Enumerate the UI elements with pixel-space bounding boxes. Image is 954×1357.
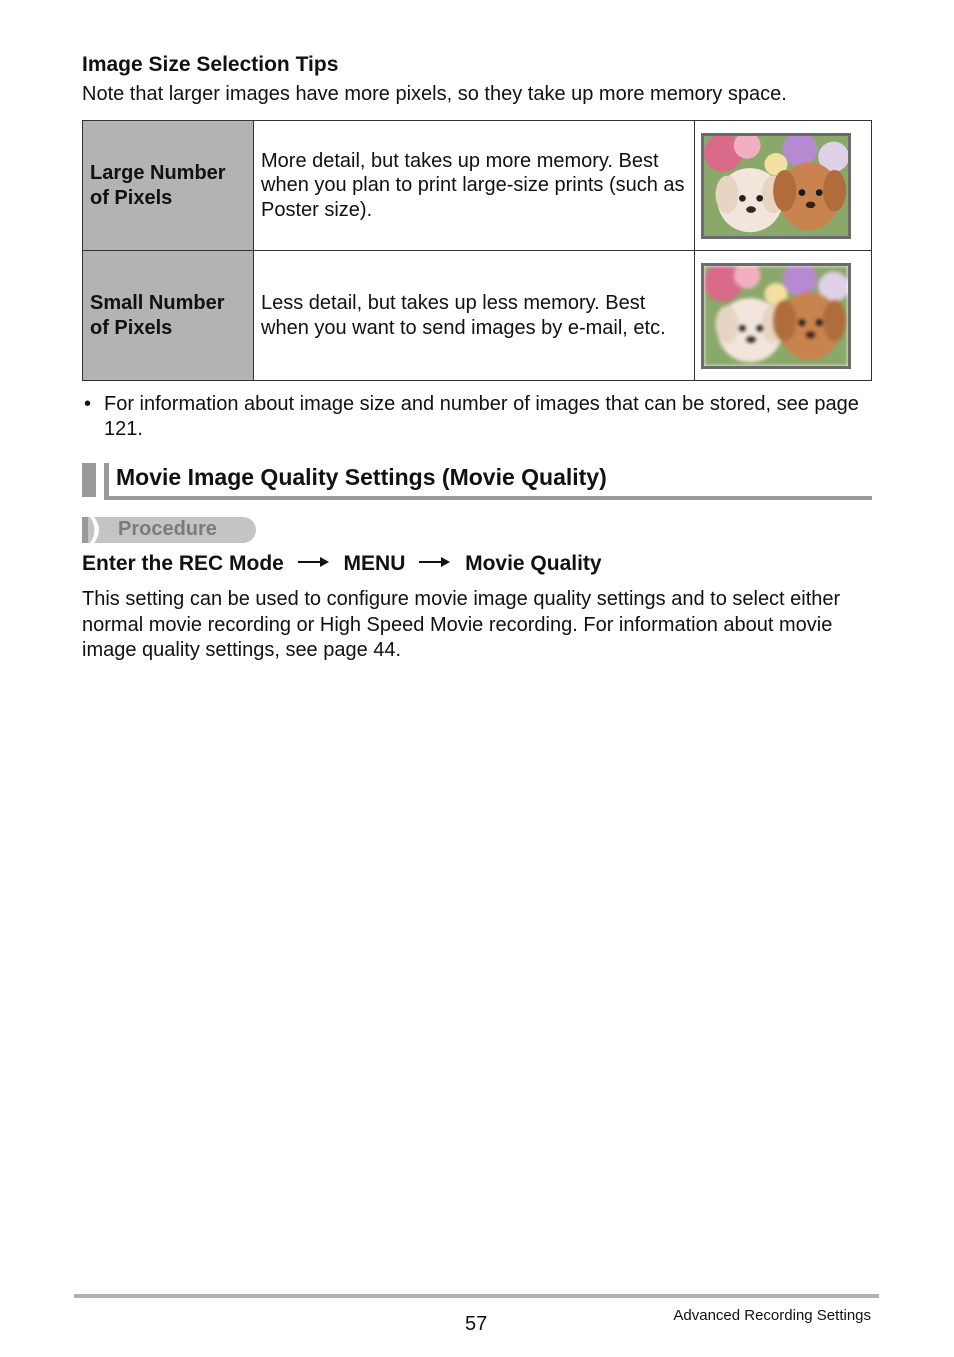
path-step: Movie Quality	[465, 552, 602, 575]
tips-title: Image Size Selection Tips	[82, 53, 339, 76]
heading-underline	[104, 496, 872, 500]
row-description-small: Less detail, but takes up less memory. Best when you want to send images by e-mail, etc.	[254, 251, 695, 381]
tips-note: Note that larger images have more pixels, so they take up more memory space.	[82, 83, 787, 105]
storage-info-note	[84, 392, 864, 442]
section-heading	[82, 461, 872, 501]
footer-divider	[74, 1294, 879, 1298]
row-label-large	[83, 121, 254, 251]
table-row-large	[83, 121, 872, 251]
storage-info-text: For information about image size and number of images that can be stored, see page 121.	[104, 393, 859, 440]
section-body: This setting can be used to configure movie image quality settings and to select either normal movie recording or High Speed Movie recording. For information about movie image quality settings, see page 44.	[82, 588, 841, 661]
pixel-tips-table	[82, 120, 872, 381]
arrow-right-icon	[298, 556, 330, 568]
footer-section-name: Advanced Recording Settings	[673, 1307, 871, 1324]
page-number: 57	[465, 1313, 488, 1335]
dogs-photo-sharp	[701, 133, 851, 239]
procedure-label: Procedure	[118, 518, 217, 540]
menu-path	[82, 552, 602, 576]
row-label-line2: of Pixels	[90, 316, 173, 339]
heading-bar-decoration	[104, 463, 109, 497]
heading-bar-decoration	[82, 463, 96, 497]
arrow-right-icon	[419, 556, 451, 568]
path-step: MENU	[343, 552, 406, 575]
dogs-photo-blurred	[701, 263, 851, 369]
row-description-large: More detail, but takes up more memory. Best when you plan to print large-size prints (such as Poster size).	[254, 121, 695, 251]
row-label-line2: of Pixels	[90, 186, 173, 209]
bullet-icon: •	[84, 393, 92, 415]
row-label-small	[83, 251, 254, 381]
section-title: Movie Image Quality Settings (Movie Quality)	[116, 464, 607, 490]
path-step: Enter the REC Mode	[82, 552, 284, 575]
table-row-small	[83, 251, 872, 381]
row-label-line1: Large Number	[90, 161, 226, 184]
row-label-line1: Small Number	[90, 291, 225, 314]
procedure-chevron-icon	[82, 517, 106, 543]
procedure-tag	[82, 517, 256, 543]
